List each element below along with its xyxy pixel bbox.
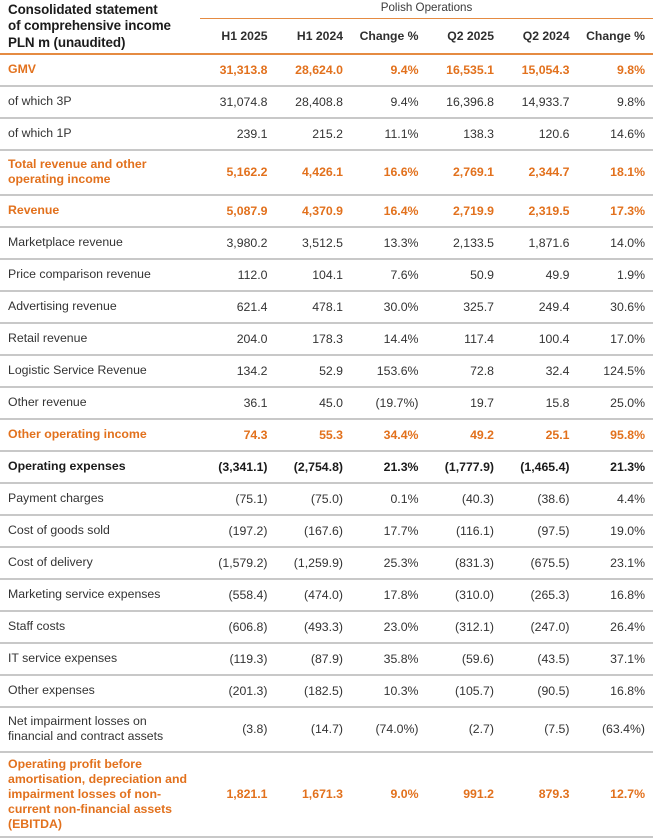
row-value: (1,465.4) <box>502 453 578 480</box>
row-label: Staff costs <box>0 613 200 640</box>
row-value: 204.0 <box>200 325 276 352</box>
row-value: 104.1 <box>276 261 352 288</box>
row-divider-segment <box>578 834 653 839</box>
column-header-change-h1[interactable]: Change % <box>351 21 427 51</box>
row-value: 9.8% <box>578 56 653 83</box>
table-header <box>0 0 653 51</box>
row-value: 2,769.1 <box>427 152 503 192</box>
row-value: (182.5) <box>276 677 352 704</box>
row-value: (75.1) <box>200 485 276 512</box>
row-value: (90.5) <box>502 677 578 704</box>
row-value: 1.9% <box>578 261 653 288</box>
row-label: Marketplace revenue <box>0 229 200 256</box>
row-label: Marketing service expenses <box>0 581 200 608</box>
page-title-line-2: of comprehensive income <box>8 18 192 34</box>
row-divider-segment <box>276 834 352 839</box>
table-row[interactable] <box>0 645 653 672</box>
row-label: Other expenses <box>0 677 200 704</box>
table-row[interactable] <box>0 325 653 352</box>
row-value: 21.3% <box>578 453 653 480</box>
row-label: Total revenue and other operating income <box>0 152 200 192</box>
table-row[interactable] <box>0 389 653 416</box>
row-value: 14.4% <box>351 325 427 352</box>
table-row[interactable] <box>0 152 653 192</box>
row-value: 138.3 <box>427 120 503 147</box>
row-value: 16.6% <box>351 152 427 192</box>
row-value: 14.6% <box>578 120 653 147</box>
column-header-h1-2024[interactable]: H1 2024 <box>276 21 352 51</box>
row-value: (14.7) <box>276 709 352 749</box>
row-value: (116.1) <box>427 517 503 544</box>
row-value: (3,341.1) <box>200 453 276 480</box>
row-value: 74.3 <box>200 421 276 448</box>
row-value: 34.4% <box>351 421 427 448</box>
row-value: 16.8% <box>578 581 653 608</box>
row-value: 72.8 <box>427 357 503 384</box>
row-value: 16,396.8 <box>427 88 503 115</box>
row-value: (19.7%) <box>351 389 427 416</box>
row-value: 9.0% <box>351 754 427 834</box>
row-value: 19.0% <box>578 517 653 544</box>
row-value: 239.1 <box>200 120 276 147</box>
row-value: 23.0% <box>351 613 427 640</box>
row-label: Other operating income <box>0 421 200 448</box>
row-divider-segment <box>0 834 200 839</box>
row-value: (1,579.2) <box>200 549 276 576</box>
row-value: (312.1) <box>427 613 503 640</box>
table-row[interactable] <box>0 613 653 640</box>
row-value: (167.6) <box>276 517 352 544</box>
row-label: GMV <box>0 56 200 83</box>
row-value: 879.3 <box>502 754 578 834</box>
row-divider-segment <box>427 834 503 839</box>
row-value: 9.8% <box>578 88 653 115</box>
row-value: (38.6) <box>502 485 578 512</box>
row-value: 95.8% <box>578 421 653 448</box>
row-value: (2.7) <box>427 709 503 749</box>
row-value: 14,933.7 <box>502 88 578 115</box>
row-value: 7.6% <box>351 261 427 288</box>
row-value: (493.3) <box>276 613 352 640</box>
row-value: 3,980.2 <box>200 229 276 256</box>
row-value: 50.9 <box>427 261 503 288</box>
table-row[interactable] <box>0 229 653 256</box>
row-value: (197.2) <box>200 517 276 544</box>
row-divider-segment <box>502 834 578 839</box>
table-row[interactable] <box>0 88 653 115</box>
column-header-h1-2025[interactable]: H1 2025 <box>200 21 276 51</box>
column-header-q2-2024[interactable]: Q2 2024 <box>502 21 578 51</box>
table-row[interactable] <box>0 581 653 608</box>
row-label: Cost of delivery <box>0 549 200 576</box>
row-value: 215.2 <box>276 120 352 147</box>
row-value: 1,871.6 <box>502 229 578 256</box>
page-title-line-3: PLN m (unaudited) <box>8 35 192 51</box>
row-value: (606.8) <box>200 613 276 640</box>
row-value: 19.7 <box>427 389 503 416</box>
row-value: (1,259.9) <box>276 549 352 576</box>
column-group-label: Polish Operations <box>200 0 653 16</box>
row-value: 4,426.1 <box>276 152 352 192</box>
table-row[interactable] <box>0 709 653 749</box>
row-value: 16.4% <box>351 197 427 224</box>
table-row[interactable] <box>0 261 653 288</box>
row-label: Other revenue <box>0 389 200 416</box>
row-value: 32.4 <box>502 357 578 384</box>
row-value: (247.0) <box>502 613 578 640</box>
row-value: 14.0% <box>578 229 653 256</box>
group-title-row <box>0 0 653 16</box>
row-value: 5,162.2 <box>200 152 276 192</box>
row-value: 9.4% <box>351 56 427 83</box>
row-value: 10.3% <box>351 677 427 704</box>
row-value: 4.4% <box>578 485 653 512</box>
row-value: (63.4%) <box>578 709 653 749</box>
row-value: (40.3) <box>427 485 503 512</box>
row-value: 28,624.0 <box>276 56 352 83</box>
row-label: of which 1P <box>0 120 200 147</box>
table-row[interactable] <box>0 549 653 576</box>
row-value: (119.3) <box>200 645 276 672</box>
table-row[interactable] <box>0 357 653 384</box>
table-row[interactable] <box>0 677 653 704</box>
row-value: 52.9 <box>276 357 352 384</box>
row-value: 55.3 <box>276 421 352 448</box>
row-value: 17.0% <box>578 325 653 352</box>
row-value: 28,408.8 <box>276 88 352 115</box>
table-row[interactable] <box>0 56 653 83</box>
row-value: (59.6) <box>427 645 503 672</box>
row-value: 25.1 <box>502 421 578 448</box>
row-value: 3,512.5 <box>276 229 352 256</box>
table-row[interactable] <box>0 517 653 544</box>
row-value: 2,719.9 <box>427 197 503 224</box>
row-value: 117.4 <box>427 325 503 352</box>
row-value: (831.3) <box>427 549 503 576</box>
row-divider-segment <box>200 834 276 839</box>
row-label: Price comparison revenue <box>0 261 200 288</box>
row-value: (675.5) <box>502 549 578 576</box>
row-value: 17.3% <box>578 197 653 224</box>
row-value: 1,671.3 <box>276 754 352 834</box>
row-value: 45.0 <box>276 389 352 416</box>
row-value: 25.3% <box>351 549 427 576</box>
row-label: Net impairment losses on financial and contract assets <box>0 709 200 749</box>
row-value: 12.7% <box>578 754 653 834</box>
row-value: (558.4) <box>200 581 276 608</box>
row-value: 16.8% <box>578 677 653 704</box>
row-value: 31,313.8 <box>200 56 276 83</box>
row-value: 11.1% <box>351 120 427 147</box>
row-value: 49.9 <box>502 261 578 288</box>
row-value: (75.0) <box>276 485 352 512</box>
row-value: (2,754.8) <box>276 453 352 480</box>
row-label: of which 3P <box>0 88 200 115</box>
row-value: (105.7) <box>427 677 503 704</box>
row-value: 9.4% <box>351 88 427 115</box>
row-value: 120.6 <box>502 120 578 147</box>
table-row[interactable] <box>0 197 653 224</box>
row-divider-segment <box>351 834 427 839</box>
row-value: (7.5) <box>502 709 578 749</box>
row-value: (265.3) <box>502 581 578 608</box>
row-value: (3.8) <box>200 709 276 749</box>
row-value: 15.8 <box>502 389 578 416</box>
row-value: (201.3) <box>200 677 276 704</box>
column-header-change-q2[interactable]: Change % <box>578 21 653 51</box>
row-label: Cost of goods sold <box>0 517 200 544</box>
row-value: 5,087.9 <box>200 197 276 224</box>
row-value: (97.5) <box>502 517 578 544</box>
row-value: 478.1 <box>276 293 352 320</box>
row-value: 17.8% <box>351 581 427 608</box>
row-value: 153.6% <box>351 357 427 384</box>
row-value: 25.0% <box>578 389 653 416</box>
row-label: Revenue <box>0 197 200 224</box>
row-value: 15,054.3 <box>502 56 578 83</box>
row-label: Operating expenses <box>0 453 200 480</box>
row-divider <box>0 834 653 839</box>
row-value: (1,777.9) <box>427 453 503 480</box>
row-value: 37.1% <box>578 645 653 672</box>
row-value: 325.7 <box>427 293 503 320</box>
row-value: 124.5% <box>578 357 653 384</box>
row-value: (474.0) <box>276 581 352 608</box>
row-value: 16,535.1 <box>427 56 503 83</box>
row-value: 30.6% <box>578 293 653 320</box>
row-label: Retail revenue <box>0 325 200 352</box>
row-value: 35.8% <box>351 645 427 672</box>
row-value: 134.2 <box>200 357 276 384</box>
row-label: Advertising revenue <box>0 293 200 320</box>
column-header-q2-2025[interactable]: Q2 2025 <box>427 21 503 51</box>
row-value: 13.3% <box>351 229 427 256</box>
row-value: 26.4% <box>578 613 653 640</box>
row-value: 2,133.5 <box>427 229 503 256</box>
row-value: 100.4 <box>502 325 578 352</box>
row-value: 1,821.1 <box>200 754 276 834</box>
row-value: 30.0% <box>351 293 427 320</box>
table-row[interactable] <box>0 120 653 147</box>
row-value: 31,074.8 <box>200 88 276 115</box>
row-label: Operating profit before amortisation, depreciation and impairment losses of non-current non-financial assets (EBITDA) <box>0 754 200 834</box>
row-value: 112.0 <box>200 261 276 288</box>
page-title-line-1: Consolidated statement <box>8 2 192 18</box>
row-value: 36.1 <box>200 389 276 416</box>
row-value: 17.7% <box>351 517 427 544</box>
table-body <box>0 51 653 839</box>
table-row[interactable] <box>0 754 653 834</box>
row-value: 49.2 <box>427 421 503 448</box>
row-value: 991.2 <box>427 754 503 834</box>
row-value: 23.1% <box>578 549 653 576</box>
row-value: (43.5) <box>502 645 578 672</box>
row-label: Logistic Service Revenue <box>0 357 200 384</box>
row-value: (74.0%) <box>351 709 427 749</box>
table-row[interactable] <box>0 485 653 512</box>
table-row[interactable] <box>0 293 653 320</box>
row-value: 18.1% <box>578 152 653 192</box>
row-value: 2,344.7 <box>502 152 578 192</box>
row-value: 621.4 <box>200 293 276 320</box>
row-label: Payment charges <box>0 485 200 512</box>
row-label: IT service expenses <box>0 645 200 672</box>
page-title <box>0 0 200 51</box>
row-value: (310.0) <box>427 581 503 608</box>
row-value: 21.3% <box>351 453 427 480</box>
table-row[interactable] <box>0 421 653 448</box>
row-value: 4,370.9 <box>276 197 352 224</box>
row-value: 2,319.5 <box>502 197 578 224</box>
row-value: 178.3 <box>276 325 352 352</box>
row-value: 0.1% <box>351 485 427 512</box>
row-value: 249.4 <box>502 293 578 320</box>
row-value: (87.9) <box>276 645 352 672</box>
table-row[interactable] <box>0 453 653 480</box>
